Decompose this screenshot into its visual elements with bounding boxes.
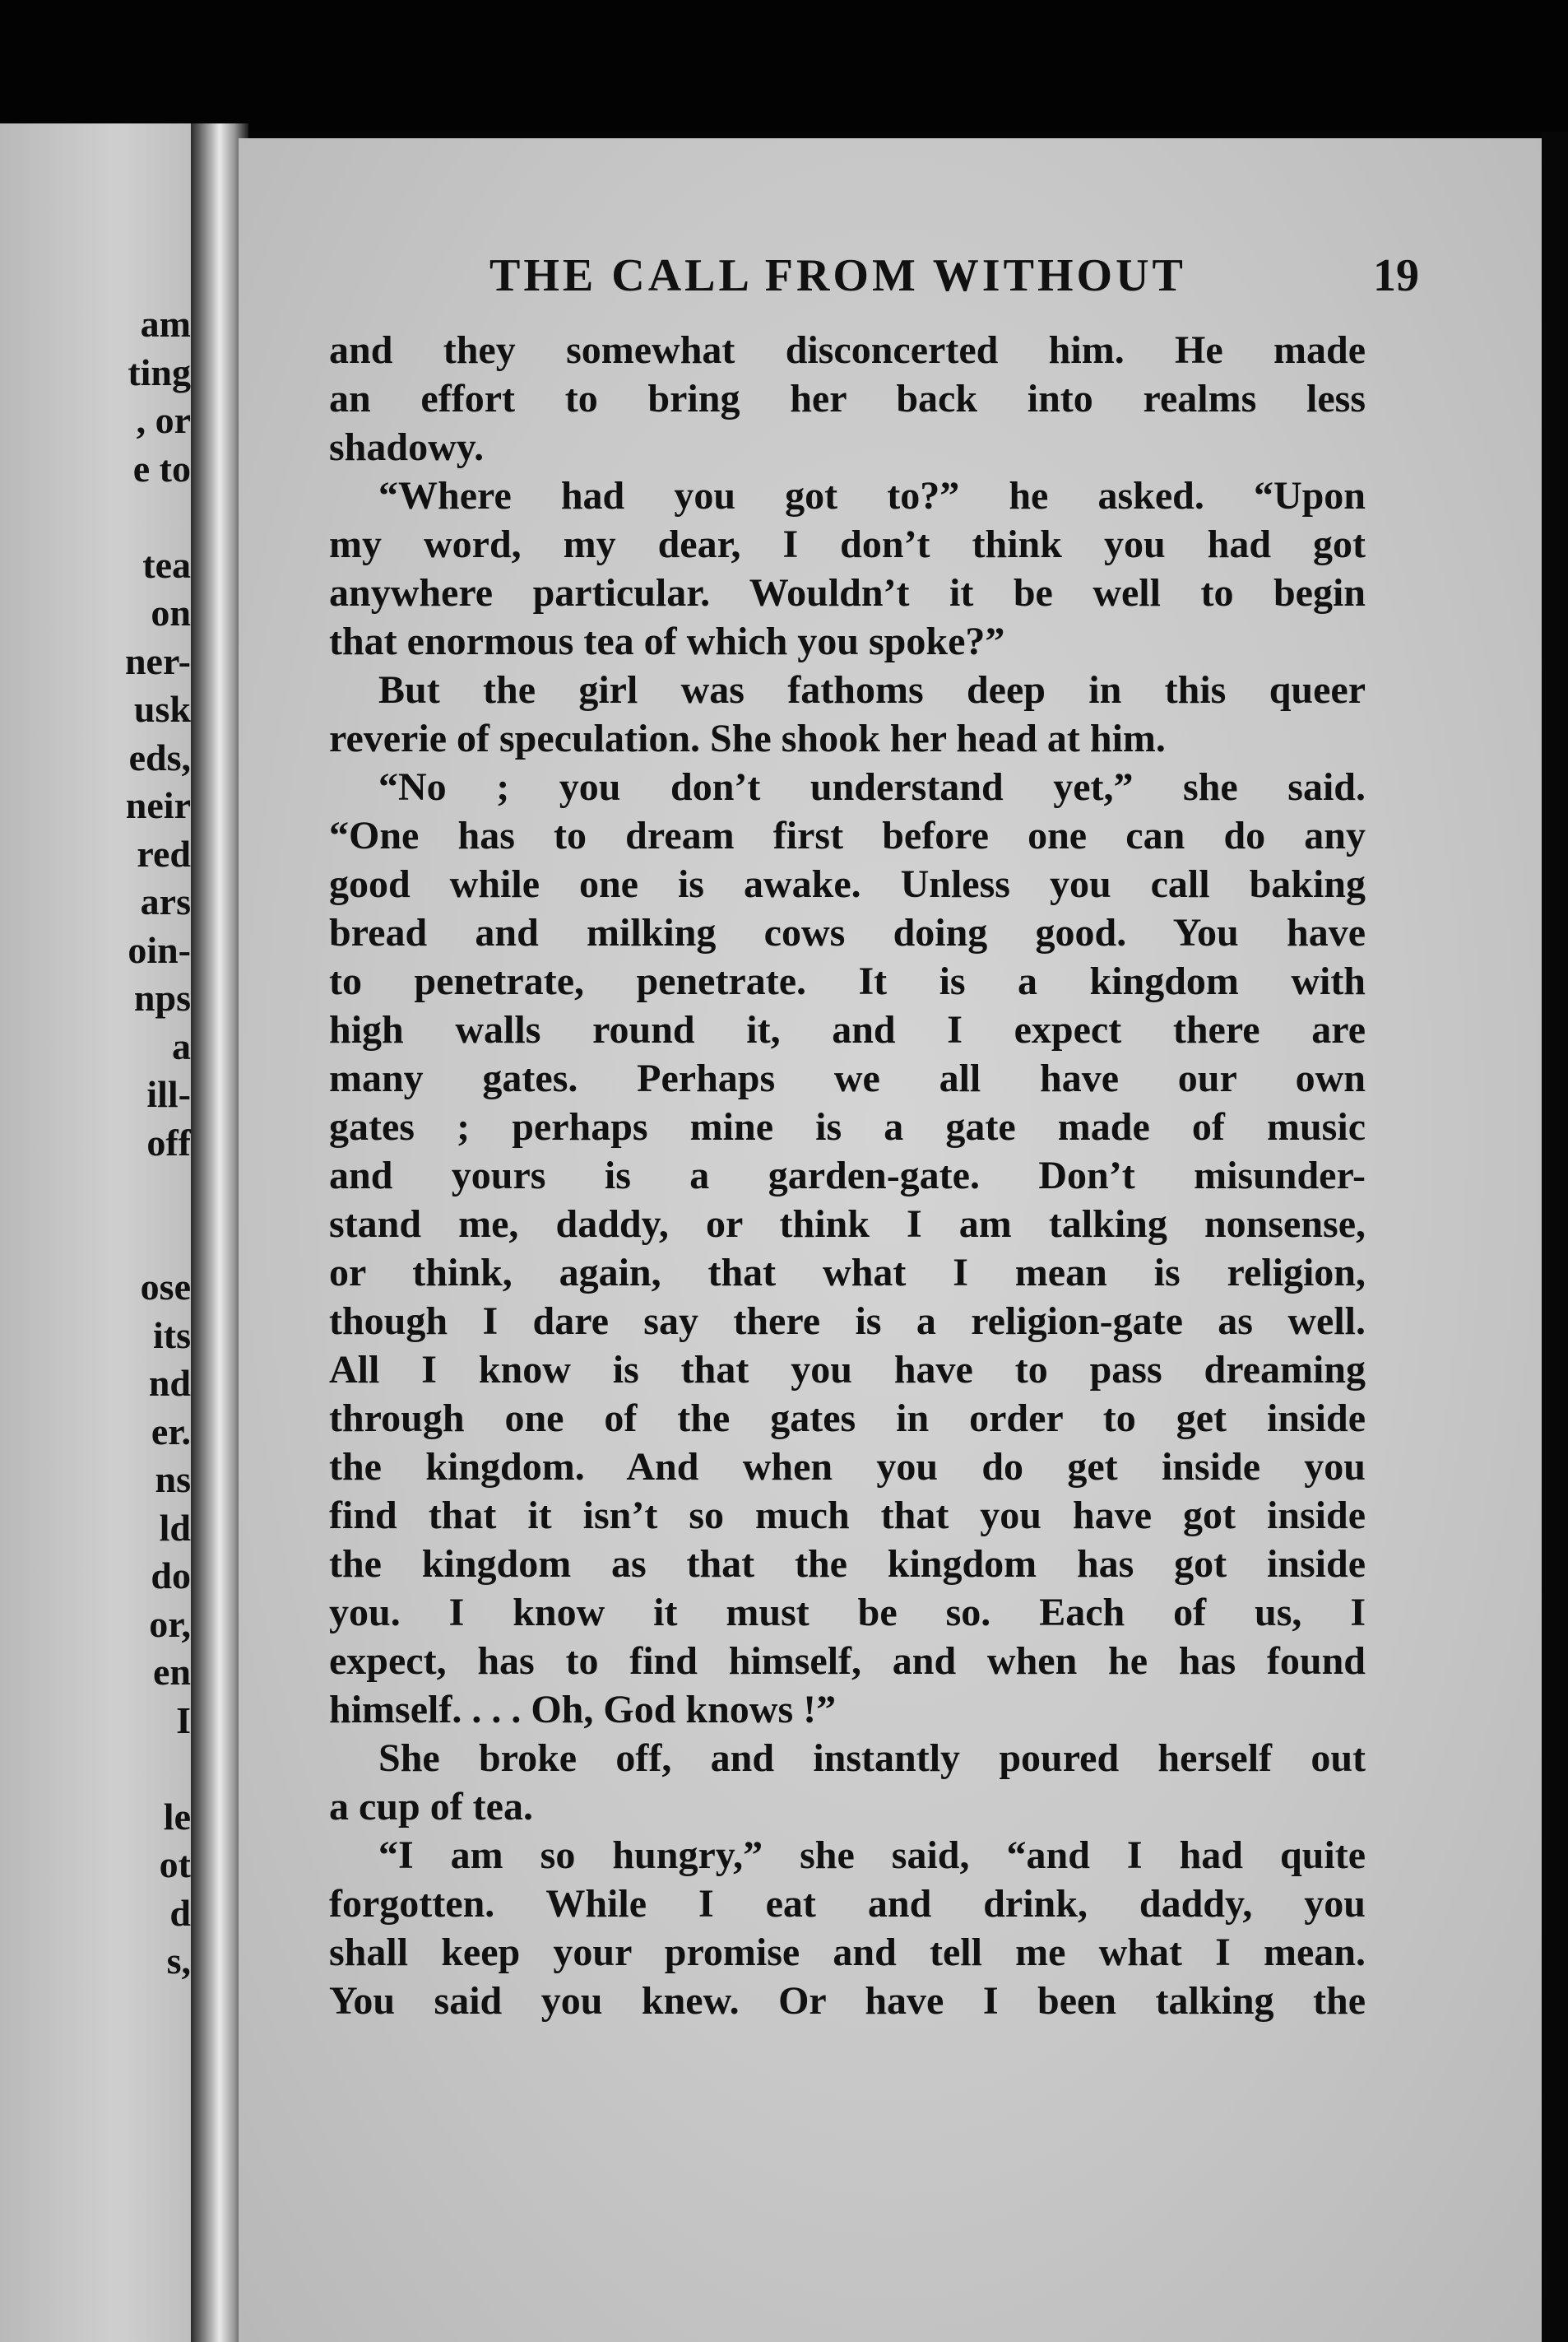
text-line: shall keep your promise and tell me what I mean. xyxy=(329,1931,1366,1974)
left-page-fragment xyxy=(26,1215,191,1264)
page-number: 19 xyxy=(1373,250,1419,301)
text-line: find that it isn’t so much that you have got inside xyxy=(329,1494,1366,1537)
left-page-fragment: tea xyxy=(142,543,191,586)
left-page-fragment: on xyxy=(151,592,191,634)
left-page-fragment xyxy=(26,493,191,541)
text-line: many gates. Perhaps we all have our own xyxy=(329,1057,1366,1100)
left-page-fragment: s, xyxy=(166,1940,191,1982)
left-page-fragment: en xyxy=(153,1651,191,1693)
left-page-fragment: ner- xyxy=(124,639,191,682)
text-line: She broke off, and instantly poured herself out xyxy=(378,1736,1366,1780)
text-line: “One has to dream first before one can do any xyxy=(329,814,1366,857)
left-page-fragment: neir xyxy=(125,784,191,826)
text-line: But the girl was fathoms deep in this queer xyxy=(378,668,1366,712)
left-page-fragment: ill- xyxy=(146,1073,191,1115)
left-page-fragment: le xyxy=(163,1795,191,1838)
text-line: a cup of tea. xyxy=(329,1785,533,1829)
background-top xyxy=(0,0,1568,132)
left-page-fragment: ars xyxy=(140,881,191,922)
left-page-fragment: or, xyxy=(149,1602,191,1645)
left-page xyxy=(0,123,197,2342)
left-page-fragment: eds, xyxy=(128,736,191,778)
left-page-fragment: er. xyxy=(151,1410,191,1452)
left-page-fragment: oin- xyxy=(128,928,191,971)
left-page-fragment xyxy=(26,1745,191,1793)
text-line: expect, has to find himself, and when he has found xyxy=(329,1639,1366,1683)
text-line: reverie of speculation. She shook her head at him. xyxy=(329,717,1166,760)
left-page-fragment: usk xyxy=(133,688,191,730)
text-line: through one of the gates in order to get inside xyxy=(329,1396,1366,1440)
text-line: you. I know it must be so. Each of us, I xyxy=(329,1591,1366,1634)
text-line: stand me, daddy, or think I am talking nonsense, xyxy=(329,1202,1366,1246)
left-page-fragment: ot xyxy=(159,1843,191,1885)
text-line: an effort to bring her back into realms less xyxy=(329,377,1366,421)
text-line: good while one is awake. Unless you call baking xyxy=(329,862,1366,906)
text-line: the kingdom as that the kingdom has got inside xyxy=(329,1542,1366,1586)
text-line: “Where had you got to?” he asked. “Upon xyxy=(378,474,1366,518)
text-line: the kingdom. And when you do get inside you xyxy=(329,1445,1366,1489)
text-line: All I know is that you have to pass dreaming xyxy=(329,1348,1366,1392)
text-line: anywhere particular. Wouldn’t it be well to begin xyxy=(329,571,1366,615)
left-page-fragment: , or xyxy=(136,399,191,441)
text-line: or think, again, that what I mean is religion, xyxy=(329,1251,1366,1294)
left-page-fragment: I xyxy=(176,1698,191,1741)
left-page-fragment: off xyxy=(146,1121,191,1164)
text-line: shadowy. xyxy=(329,425,485,469)
text-line: high walls round it, and I expect there are xyxy=(329,1008,1366,1052)
left-page-fragment: a xyxy=(172,1025,191,1067)
left-page-fragment: its xyxy=(153,1313,191,1356)
left-page-text xyxy=(26,300,191,1986)
text-line: to penetrate, penetrate. It is a kingdom with xyxy=(329,960,1366,1003)
text-line: and yours is a garden-gate. Don’t misunder- xyxy=(329,1154,1366,1197)
text-line: himself. . . . Oh, God knows !” xyxy=(329,1688,837,1731)
left-page-fragment: d xyxy=(169,1891,191,1934)
left-page-fragment: ld xyxy=(159,1506,191,1549)
text-line: forgotten. While I eat and drink, daddy, you xyxy=(329,1882,1366,1926)
text-line: though I dare say there is a religion-gate as well. xyxy=(329,1299,1366,1343)
page-header xyxy=(489,249,1419,307)
text-line: “No ; you don’t understand yet,” she said. xyxy=(378,765,1366,809)
left-page-fragment: e to xyxy=(132,447,191,490)
text-line: and they somewhat disconcerted him. He made xyxy=(329,328,1366,372)
left-page-fragment: do xyxy=(151,1554,191,1596)
left-page-fragment: am xyxy=(140,303,191,345)
left-page-fragment: ose xyxy=(140,1266,191,1308)
left-page-fragment: red xyxy=(137,832,191,875)
text-line: that enormous tea of which you spoke?” xyxy=(329,620,1005,663)
text-line: gates ; perhaps mine is a gate made of music xyxy=(329,1105,1366,1149)
page-edge-shadow xyxy=(1542,132,1568,2342)
running-head: THE CALL FROM WITHOUT xyxy=(489,250,1186,301)
left-page-fragment: ns xyxy=(155,1458,191,1500)
text-line: You said you knew. Or have I been talking the xyxy=(329,1979,1366,2023)
body-text xyxy=(329,326,1366,2025)
text-line: my word, my dear, I don’t think you had got xyxy=(329,523,1366,566)
text-line: “I am so hungry,” she said, “and I had quite xyxy=(378,1833,1366,1877)
left-page-fragment: nd xyxy=(148,1362,191,1404)
left-page-fragment xyxy=(26,1167,191,1215)
text-line: bread and milking cows doing good. You have xyxy=(329,911,1366,955)
left-page-fragment: ting xyxy=(128,351,191,393)
left-page-fragment: nps xyxy=(133,977,191,1019)
